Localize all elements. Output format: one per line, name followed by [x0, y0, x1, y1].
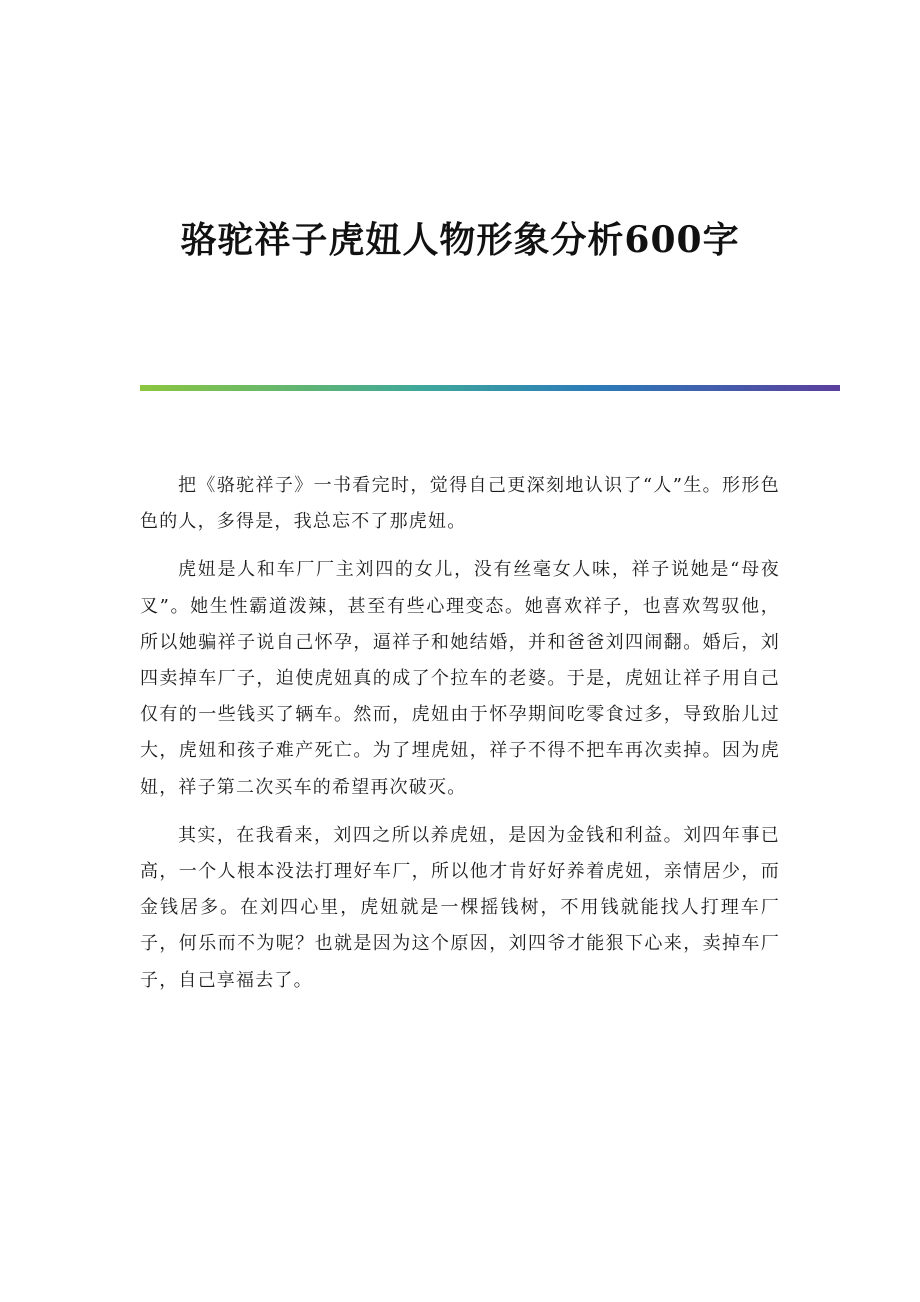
document-body: [140, 468, 780, 1011]
paragraph-2: 虎妞是人和车厂厂主刘四的女儿，没有丝毫女人味，祥子说她是“母夜叉”。她生性霸道泼辣，甚至有些心理变态。她喜欢祥子，也喜欢驾驭他，所以她骗祥子说自己怀孕，逼祥子和她结婚，并和爸爸刘四闹翻。婚后，刘四卖掉车厂子，迫使虎妞真的成了个拉车的老婆。于是，虎妞让祥子用自己仅有的一些钱买了辆车。然而，虎妞由于怀孕期间吃零食过多，导致胎儿过大，虎妞和孩子难产死亡。为了埋虎妞，祥子不得不把车再次卖掉。因为虎妞，祥子第二次买车的希望再次破灭。: [140, 559, 780, 798]
title-divider: [140, 385, 840, 391]
document-title: 骆驼祥子虎妞人物形象分析600字: [180, 219, 740, 261]
paragraph-1: 把《骆驼祥子》一书看完时，觉得自己更深刻地认识了“人”生。形形色色的人，多得是，我总忘不了那虎妞。: [140, 475, 780, 533]
paragraph-3: 其实，在我看来，刘四之所以养虎妞，是因为金钱和利益。刘四年事已高，一个人根本没法打理好车厂，所以他才肯好好养着虎妞，亲情居少，而金钱居多。在刘四心里，虎妞就是一棵摇钱树，不用钱就能找人打理车厂子，何乐而不为呢？也就是因为这个原因，刘四爷才能狠下心来，卖掉车厂子，自己享福去了。: [140, 824, 780, 991]
